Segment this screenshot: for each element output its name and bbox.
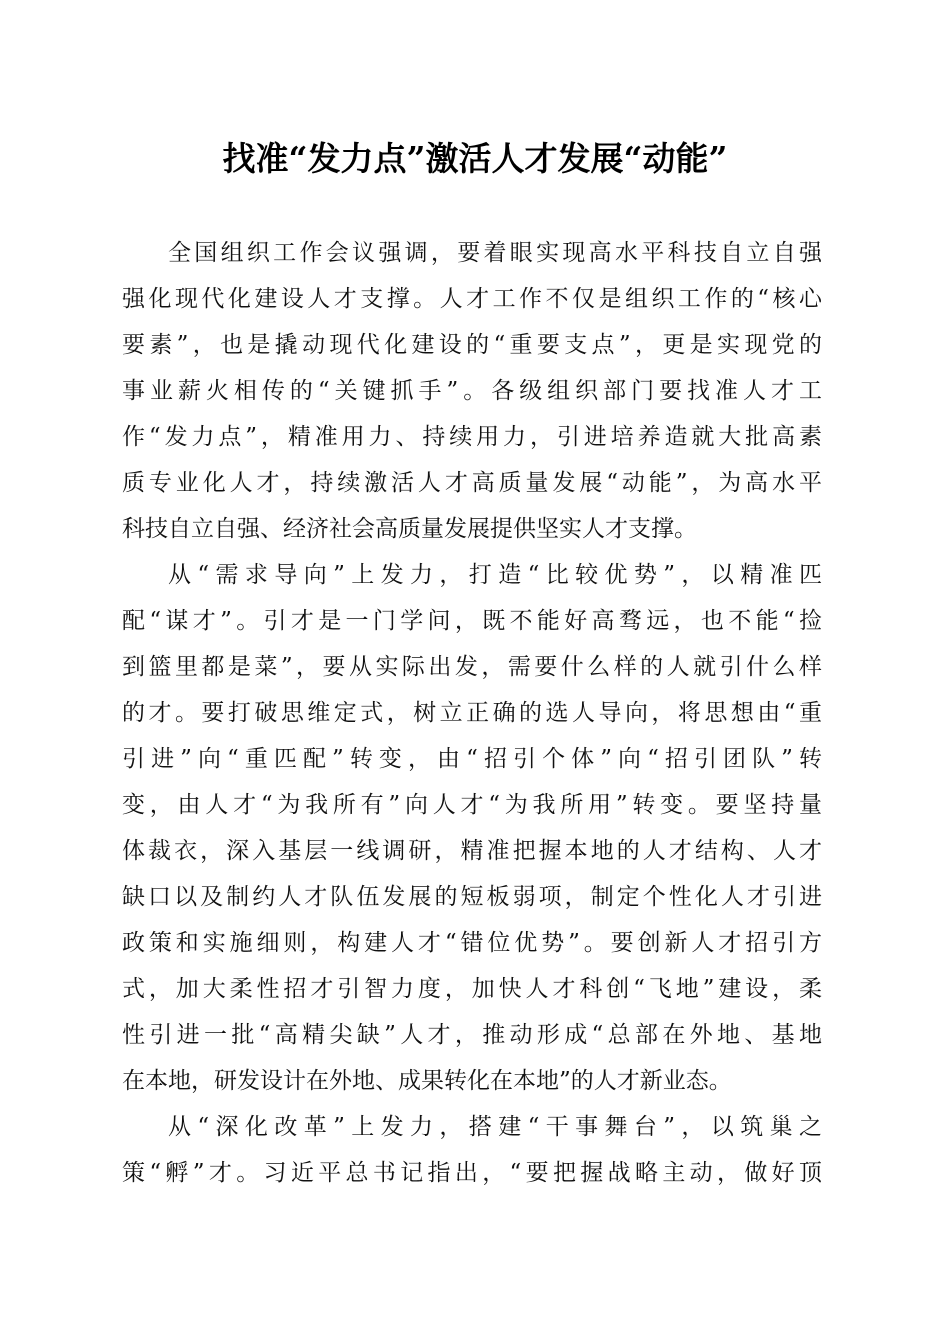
paragraph-2 <box>122 552 822 1104</box>
text-line: 策“孵”才。习近平总书记指出，“要把握战略主动，做好顶 <box>122 1160 822 1186</box>
text-line: 从“深化改革”上发力，搭建“干事舞台”，以筑巢之 <box>168 1114 822 1140</box>
text-line: 事业薪火相传的“关键抓手”。各级组织部门要找准人才工 <box>122 378 822 404</box>
text-line: 质专业化人才，持续激活人才高质量发展“动能”，为高水平 <box>122 470 822 496</box>
document-body <box>122 230 822 1196</box>
document-title: 找准“发力点”激活人才发展“动能” <box>222 139 728 178</box>
text-line: 的才。要打破思维定式，树立正确的选人导向，将思想由“重 <box>122 700 822 726</box>
text-line: 缺口以及制约人才队伍发展的短板弱项，制定个性化人才引进 <box>122 884 822 910</box>
text-line: 强化现代化建设人才支撑。人才工作不仅是组织工作的“核心 <box>122 286 822 312</box>
text-line: 科技自立自强、经济社会高质量发展提供坚实人才支撑。 <box>122 516 697 542</box>
text-line: 在本地，研发设计在外地、成果转化在本地”的人才新业态。 <box>122 1068 732 1094</box>
text-line: 性引进一批“高精尖缺”人才，推动形成“总部在外地、基地 <box>122 1022 822 1048</box>
text-line: 全国组织工作会议强调，要着眼实现高水平科技自立自强 <box>168 240 822 266</box>
paragraph-1 <box>122 230 822 552</box>
text-line: 作“发力点”，精准用力、持续用力，引进培养造就大批高素 <box>122 424 822 450</box>
text-line: 要素”，也是撬动现代化建设的“重要支点”，更是实现党的 <box>122 332 822 358</box>
text-line: 式，加大柔性招才引智力度，加快人才科创“飞地”建设，柔 <box>122 976 822 1002</box>
text-line: 配“谋才”。引才是一门学问，既不能好高骛远，也不能“捡 <box>122 608 822 634</box>
text-line: 从“需求导向”上发力，打造“比较优势”，以精准匹 <box>168 562 822 588</box>
text-line: 体裁衣，深入基层一线调研，精准把握本地的人才结构、人才 <box>122 838 822 864</box>
text-line: 引进”向“重匹配”转变，由“招引个体”向“招引团队”转 <box>122 746 822 772</box>
text-line: 到篮里都是菜”，要从实际出发，需要什么样的人就引什么样 <box>122 654 822 680</box>
text-line: 变，由人才“为我所有”向人才“为我所用”转变。要坚持量 <box>122 792 822 818</box>
text-line: 政策和实施细则，构建人才“错位优势”。要创新人才招引方 <box>122 930 822 956</box>
paragraph-3 <box>122 1104 822 1196</box>
